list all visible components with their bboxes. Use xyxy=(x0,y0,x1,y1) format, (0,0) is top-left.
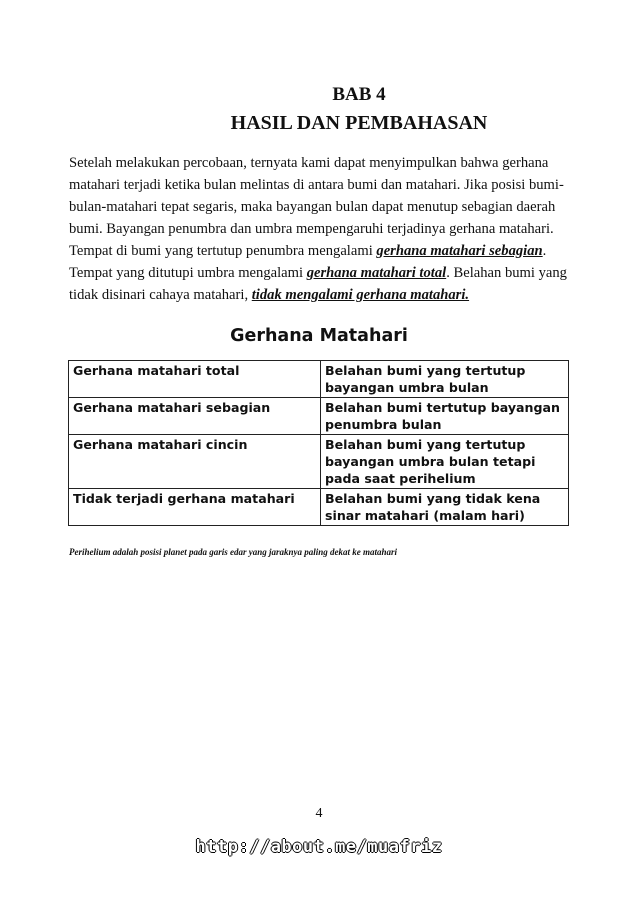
emphasis-total-eclipse: gerhana matahari total xyxy=(306,265,447,281)
emphasis-no-eclipse: tidak mengalami gerhana matahari. xyxy=(251,287,470,303)
table-title: Gerhana Matahari xyxy=(230,326,408,346)
emphasis-partial-eclipse: gerhana matahari sebagian xyxy=(376,243,543,259)
footer-url-link[interactable] xyxy=(0,837,638,857)
paragraph-text-1: Setelah melakukan percobaan, ternyata kami dapat menyimpulkan bahwa gerhana matahari terjadi ketika bulan melintas di antara bumi dan matahari. Jika posisi bumi-bulan-matahari tepat segaris, maka bayangan bulan dapat menutup sebagian daerah bumi. Bayangan penumbra dan umbra mempengaruhi terjadinya gerhana matahari. Tempat di bumi yang tertutup penumbra mengalami xyxy=(69,155,564,259)
eclipse-description-cell: Belahan bumi yang tertutup bayangan umbra bulan xyxy=(321,361,569,398)
eclipse-description-cell: Belahan bumi tertutup bayangan penumbra bulan xyxy=(321,398,569,435)
paragraph-text-2: . Tempat yang ditutupi umbra mengalami xyxy=(69,243,547,281)
eclipse-table xyxy=(68,360,569,526)
paragraph-text-3: . Belahan bumi yang tidak disinari cahaya matahari, xyxy=(69,265,567,303)
table-row xyxy=(69,361,569,398)
eclipse-type-cell: Gerhana matahari total xyxy=(69,361,321,398)
body-paragraph xyxy=(69,152,569,306)
chapter-title: HASIL DAN PEMBAHASAN xyxy=(230,112,488,134)
table-row xyxy=(69,489,569,526)
page-number: 4 xyxy=(315,806,323,821)
table-row xyxy=(69,435,569,489)
eclipse-type-cell: Gerhana matahari sebagian xyxy=(69,398,321,435)
footnote: Perihelium adalah posisi planet pada garis edar yang jaraknya paling dekat ke matahari xyxy=(69,547,398,557)
eclipse-description-cell: Belahan bumi yang tertutup bayangan umbra bulan tetapi pada saat perihelium xyxy=(321,435,569,489)
eclipse-type-cell: Gerhana matahari cincin xyxy=(69,435,321,489)
table-row xyxy=(69,398,569,435)
eclipse-type-cell: Tidak terjadi gerhana matahari xyxy=(69,489,321,526)
footer-url-text[interactable]: http://about.me/muafriz xyxy=(195,837,443,857)
chapter-number: BAB 4 xyxy=(332,84,386,105)
eclipse-description-cell: Belahan bumi yang tidak kena sinar matahari (malam hari) xyxy=(321,489,569,526)
